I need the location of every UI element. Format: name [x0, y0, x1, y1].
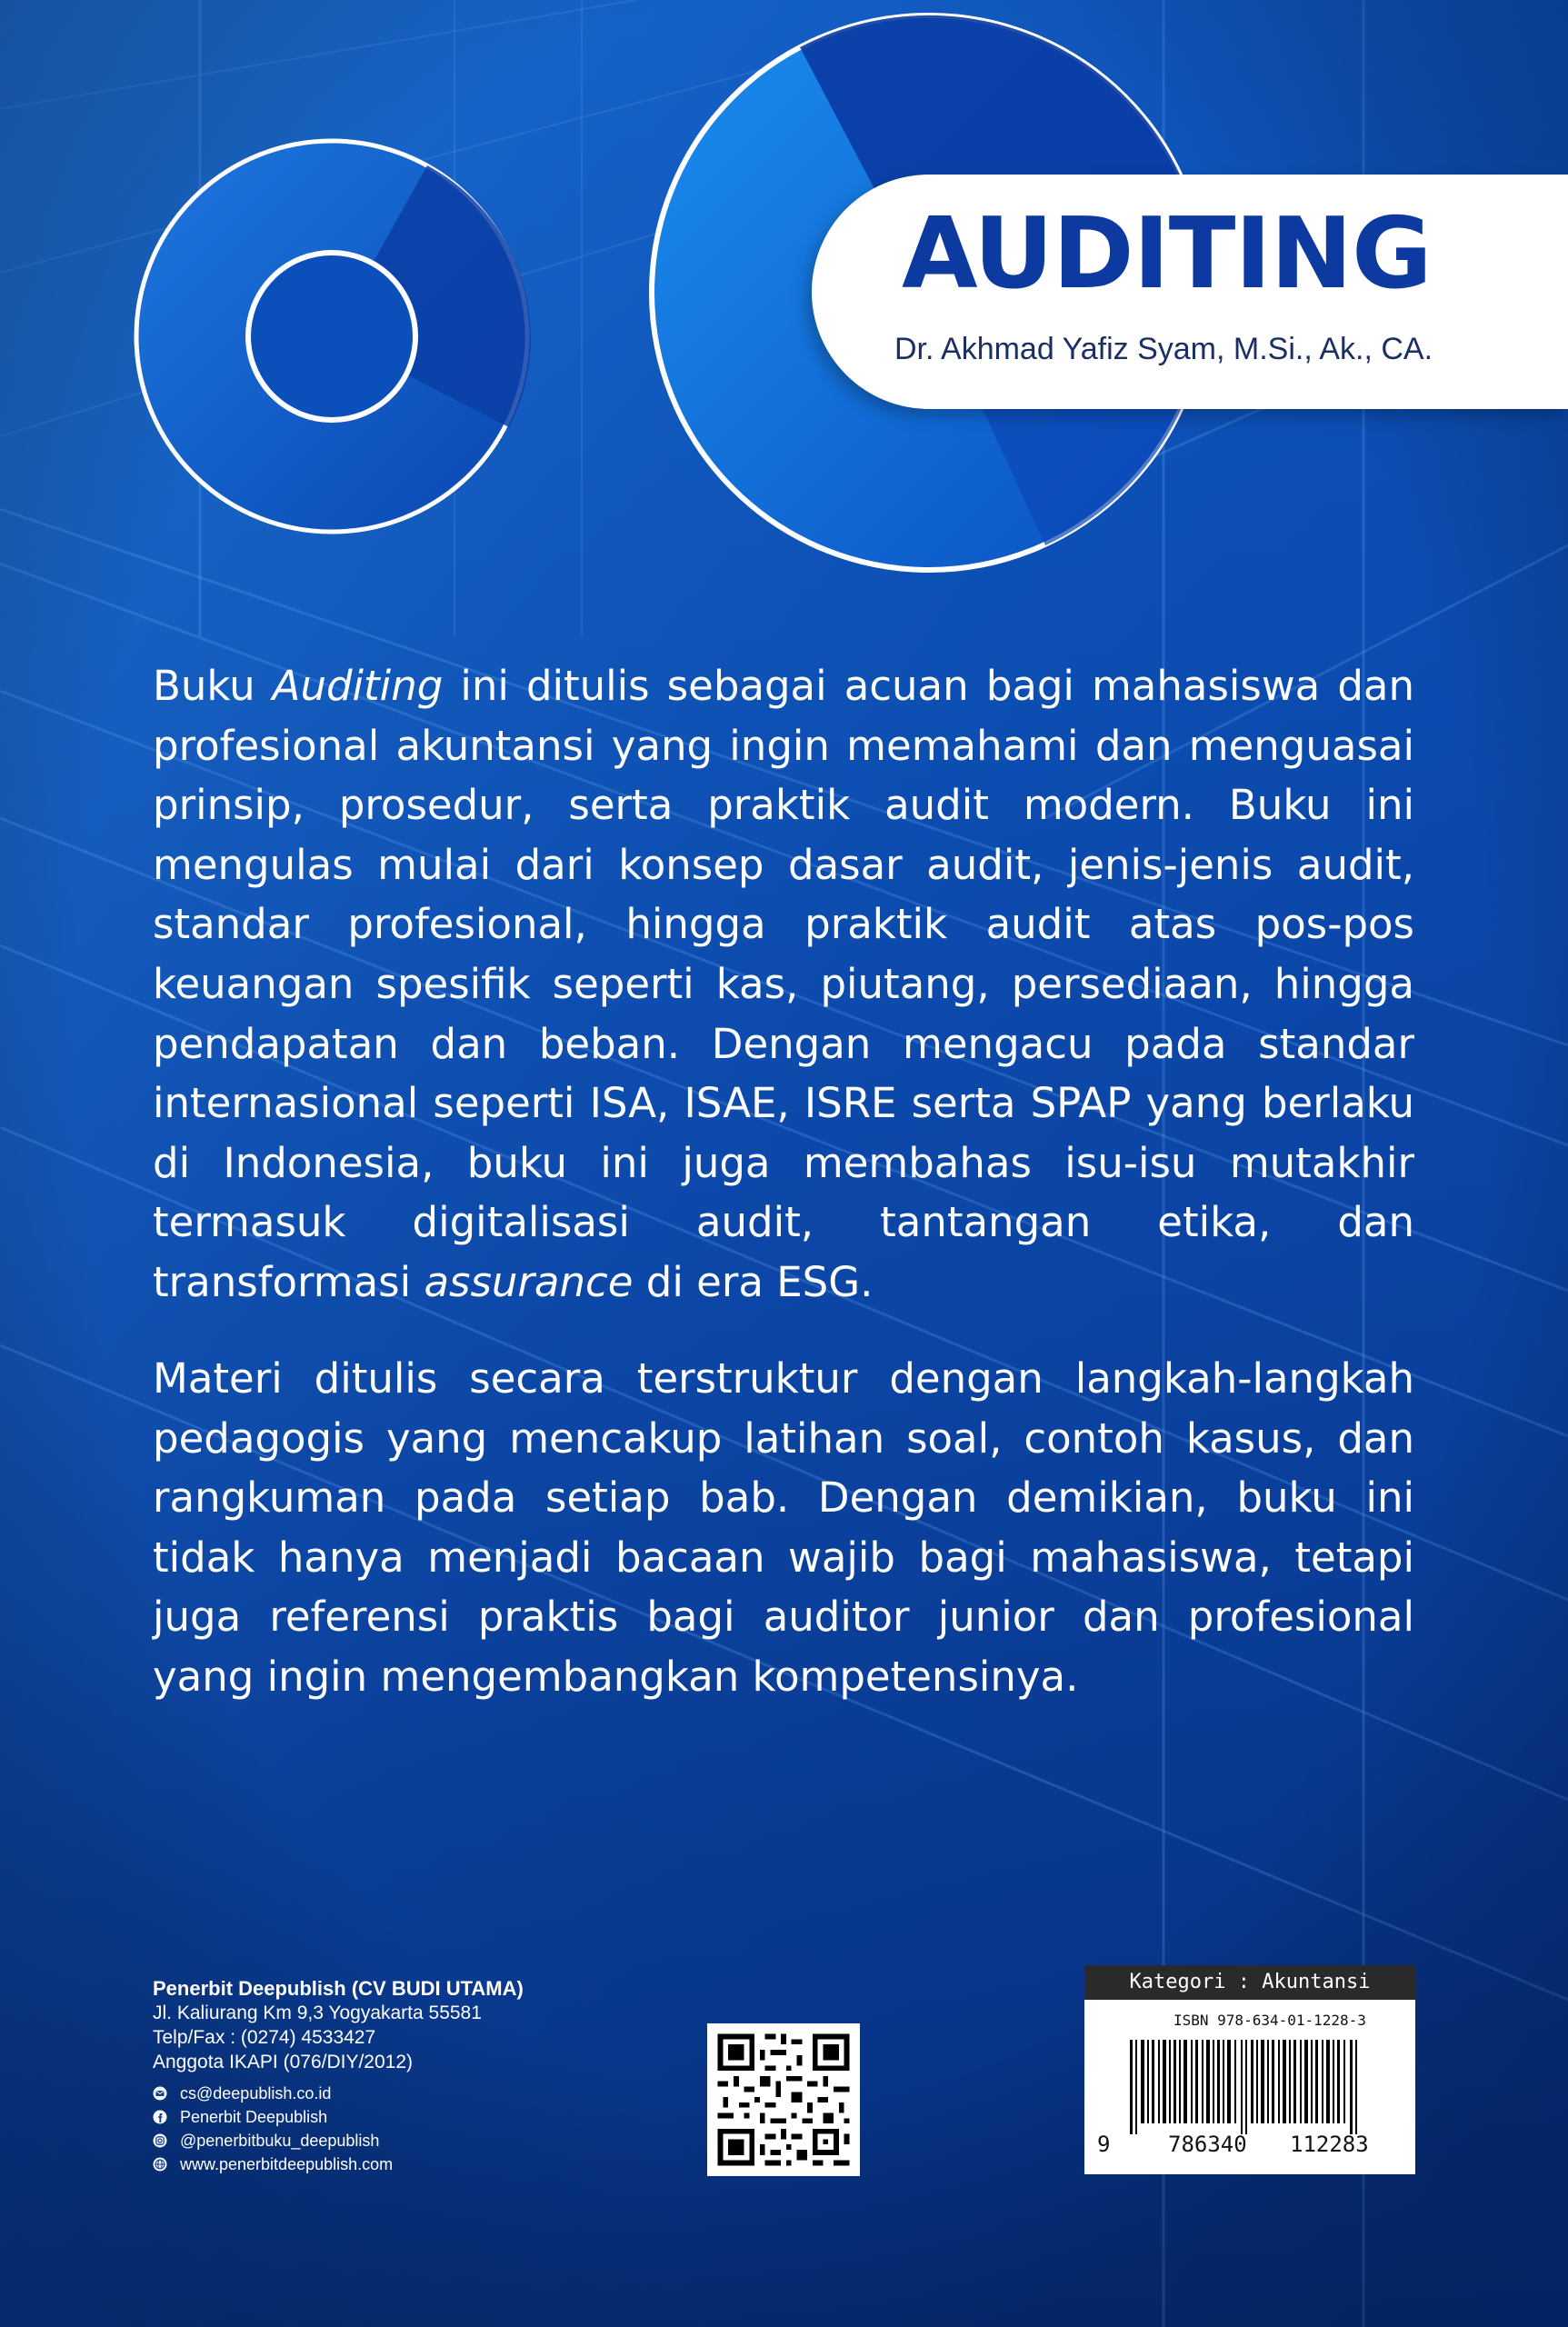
book-author: Dr. Akhmad Yafiz Syam, M.Si., Ak., CA. [894, 332, 1433, 366]
email-icon [153, 2086, 167, 2101]
contact-email: cs@deepublish.co.id [153, 2082, 662, 2105]
contact-instagram: @penerbitbuku_deepublish [153, 2129, 662, 2152]
barcode-area [1084, 2000, 1415, 2174]
barcode-digits-left: 786340 [1168, 2132, 1247, 2157]
isbn-barcode [1084, 1965, 1415, 2174]
instagram-icon [153, 2133, 167, 2148]
isbn-number: ISBN 978-634-01-1228-3 [1174, 2012, 1366, 2029]
publisher-info [153, 1976, 662, 2176]
qr-code [707, 2023, 860, 2176]
blurb-paragraph-2: Materi ditulis secara terstruktur dengan langkah-langkah pedagogis yang mencakup latihan soal, contoh kasus, dan rangkuman pada setiap bab. Dengan demikian, buku ini tidak hanya menjadi bacaan wajib bagi mahasiswa, tetapi juga referensi praktis bagi auditor junior dan profesional yang ingin mengembangkan kompetensinya. [153, 1354, 1414, 1701]
publisher-phone: Telp/Fax : (0274) 4533427 [153, 2027, 376, 2048]
contact-facebook: Penerbit Deepublish [153, 2105, 662, 2129]
contact-website: www.penerbitdeepublish.com [153, 2152, 662, 2176]
facebook-icon [153, 2110, 167, 2124]
globe-icon [153, 2157, 167, 2172]
blurb-paragraph-1: Buku Auditing ini ditulis sebagai acuan bagi mahasiswa dan profesional akuntansi yang ingin memahami dan menguasai prinsip, prosedur, serta praktik audit modern. Buku ini mengulas mulai dari konsep dasar audit, jenis-jenis audit, standar profesional, hingga praktik audit atas pos-pos keuangan spesifik seperti kas, piutang, persediaan, hingga pendapatan dan beban. Dengan mengacu pada standar internasional seperti ISA, ISAE, ISRE serta SPAP yang berlaku di Indonesia, buku ini juga membahas isu-isu mutakhir termasuk digitalisasi audit, tantangan etika, dan transformasi assurance di era ESG. [153, 662, 1414, 1306]
publisher-address: Jl. Kaliurang Km 9,3 Yogyakarta 55581 [153, 2002, 482, 2023]
book-title: AUDITING [902, 197, 1432, 311]
publisher-member: Anggota IKAPI (076/DIY/2012) [153, 2052, 414, 2072]
barcode-digit-first: 9 [1097, 2132, 1111, 2157]
small-ring [136, 141, 531, 532]
category-label: Kategori : Akuntansi [1084, 1965, 1415, 2000]
publisher-name: Penerbit Deepublish (CV BUDI UTAMA) [153, 1977, 524, 2000]
barcode-digits-right: 112283 [1290, 2132, 1369, 2157]
